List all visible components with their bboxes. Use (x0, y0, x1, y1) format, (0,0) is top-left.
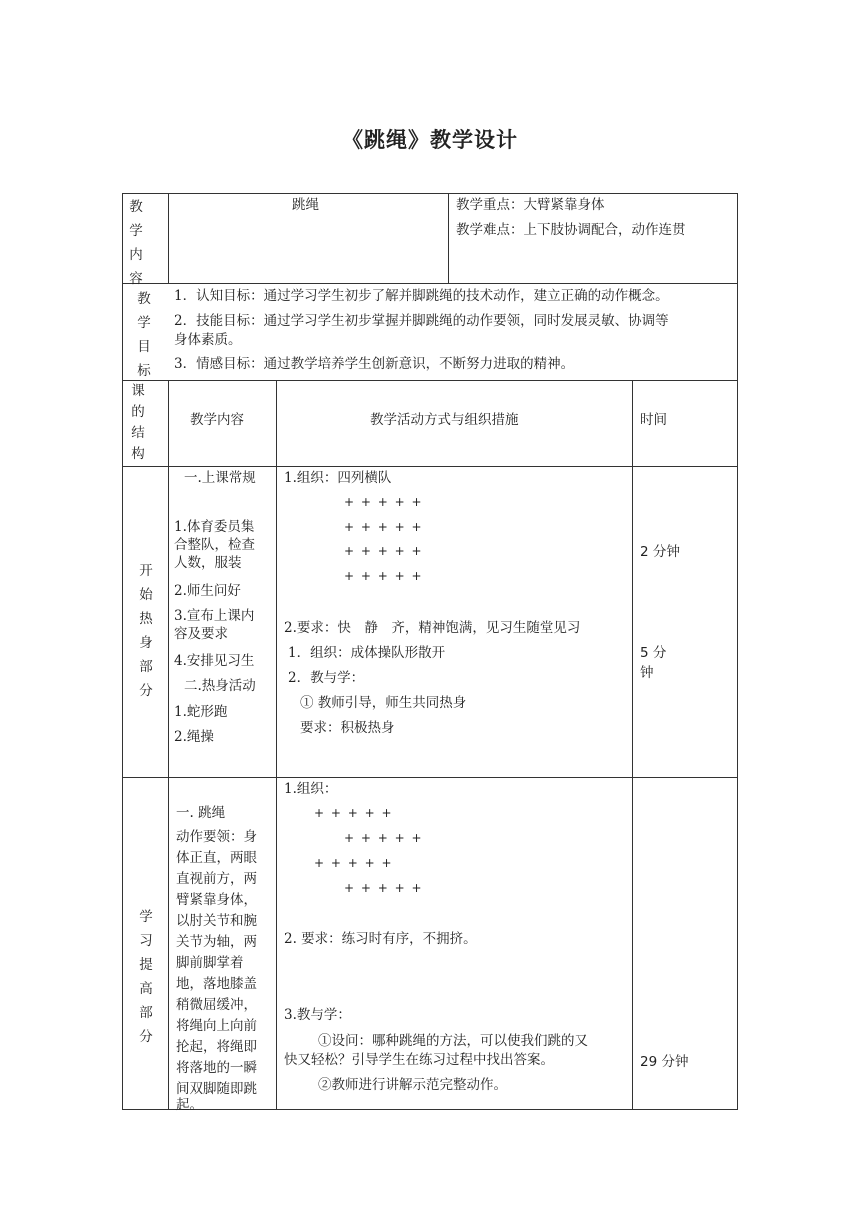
structure-label: 课 的 结 构 (131, 383, 145, 462)
content-row-label: 教 学 内 容 (129, 199, 143, 287)
formation-row: + + + + + (314, 856, 392, 870)
goal-cognitive: 1．认知目标：通过学习学生初步了解并脚跳绳的技术动作，建立正确的动作概念。 (174, 288, 669, 304)
formation-row: + + + + + (344, 881, 422, 895)
lesson-plan-table: 教 学 内 容 跳绳 教学重点：大臂紧靠身体 教学难点：上下肢协调配合，动作连贯 教 学 目 标 1．认知目标：通过学习学生初步了解并脚跳绳的技术动作，建立正确的动作概念。 2．技能目标：通过学习学生初步掌握并脚跳绳的动作要领，同时发展灵敏、协调等 身体素质。 3．情感目标：通过教学培养学生创新意识，不断努力进取的精神。 课 的 结 构 教学内容 教学活动方式与组织措施 时间 开 始 热 身 部 分 一.上课常规 1.体育委员集 合整队，检查 人数，服装 2.师生问好 3.宣布上课内 容及要求 4.安排见习生 二.热身活动 1.蛇形跑 2.绳操 1.组织：四列横队 + + + + + + + + + + + + + + + + + + + + 2.要求：快 静 齐，精神饱满，见习生随堂见习 1．组织：成体操队形散开 2．教与学： ① 教师引导，师生共同热身 要求：积极热身 2 分钟 5 分 钟 学 习 提 高 部 分 一. 跳绳 动作要领：身 体正直，两眼 直视前方，两 臂紧靠身体， 以肘关节和腕 关节为轴，两 脚前脚掌着 地，落地膝盖 稍微屈缓冲， 将绳向上向前 抡起，将绳即 将落地的一瞬 间双脚随即跳 起。 1.组织： + + + + + + + + + + + + + + + + + + + + 2. 要求：练习时有序，不拥挤。 3.教与学： ①设问：哪种跳绳的方法，可以使我们跳的又 快又轻松？引导学生在练习过程中找出答案。 ②教师进行讲解示范完整动作。 29 分钟 (122, 193, 738, 1109)
goals-row-label: 教 学 目 标 (137, 291, 151, 379)
formation-row: + + + + + (344, 544, 422, 558)
header-content: 教学内容 (190, 412, 244, 428)
formation-row: + + + + + (344, 495, 422, 509)
warmup-time-2b: 钟 (640, 665, 654, 681)
header-time: 时间 (640, 412, 667, 428)
learn-label: 学 习 提 高 部 分 (139, 909, 153, 1045)
goal-skill-line1: 2．技能目标：通过学习学生初步掌握并脚跳绳的动作要领，同时发展灵敏、协调等 (174, 313, 669, 329)
key-point: 教学重点：大臂紧靠身体 (456, 197, 605, 213)
difficulty: 教学难点：上下肢协调配合，动作连贯 (456, 222, 686, 238)
goal-affective: 3．情感目标：通过教学培养学生创新意识，不断努力进取的精神。 (174, 356, 575, 372)
header-activity: 教学活动方式与组织措施 (370, 412, 519, 428)
learn-time: 29 分钟 (640, 1054, 689, 1070)
page-title: 《跳绳》教学设计 (342, 127, 518, 152)
warmup-time-1: 2 分钟 (640, 544, 680, 560)
warmup-label: 开 始 热 身 部 分 (139, 563, 153, 699)
warmup-time-2a: 5 分 (640, 645, 667, 661)
formation-row: + + + + + (314, 806, 392, 820)
formation-row: + + + + + (344, 569, 422, 583)
lesson-topic: 跳绳 (292, 197, 319, 213)
formation-row: + + + + + (344, 520, 422, 534)
formation-row: + + + + + (344, 831, 422, 845)
goal-skill-line2: 身体素质。 (174, 332, 242, 348)
